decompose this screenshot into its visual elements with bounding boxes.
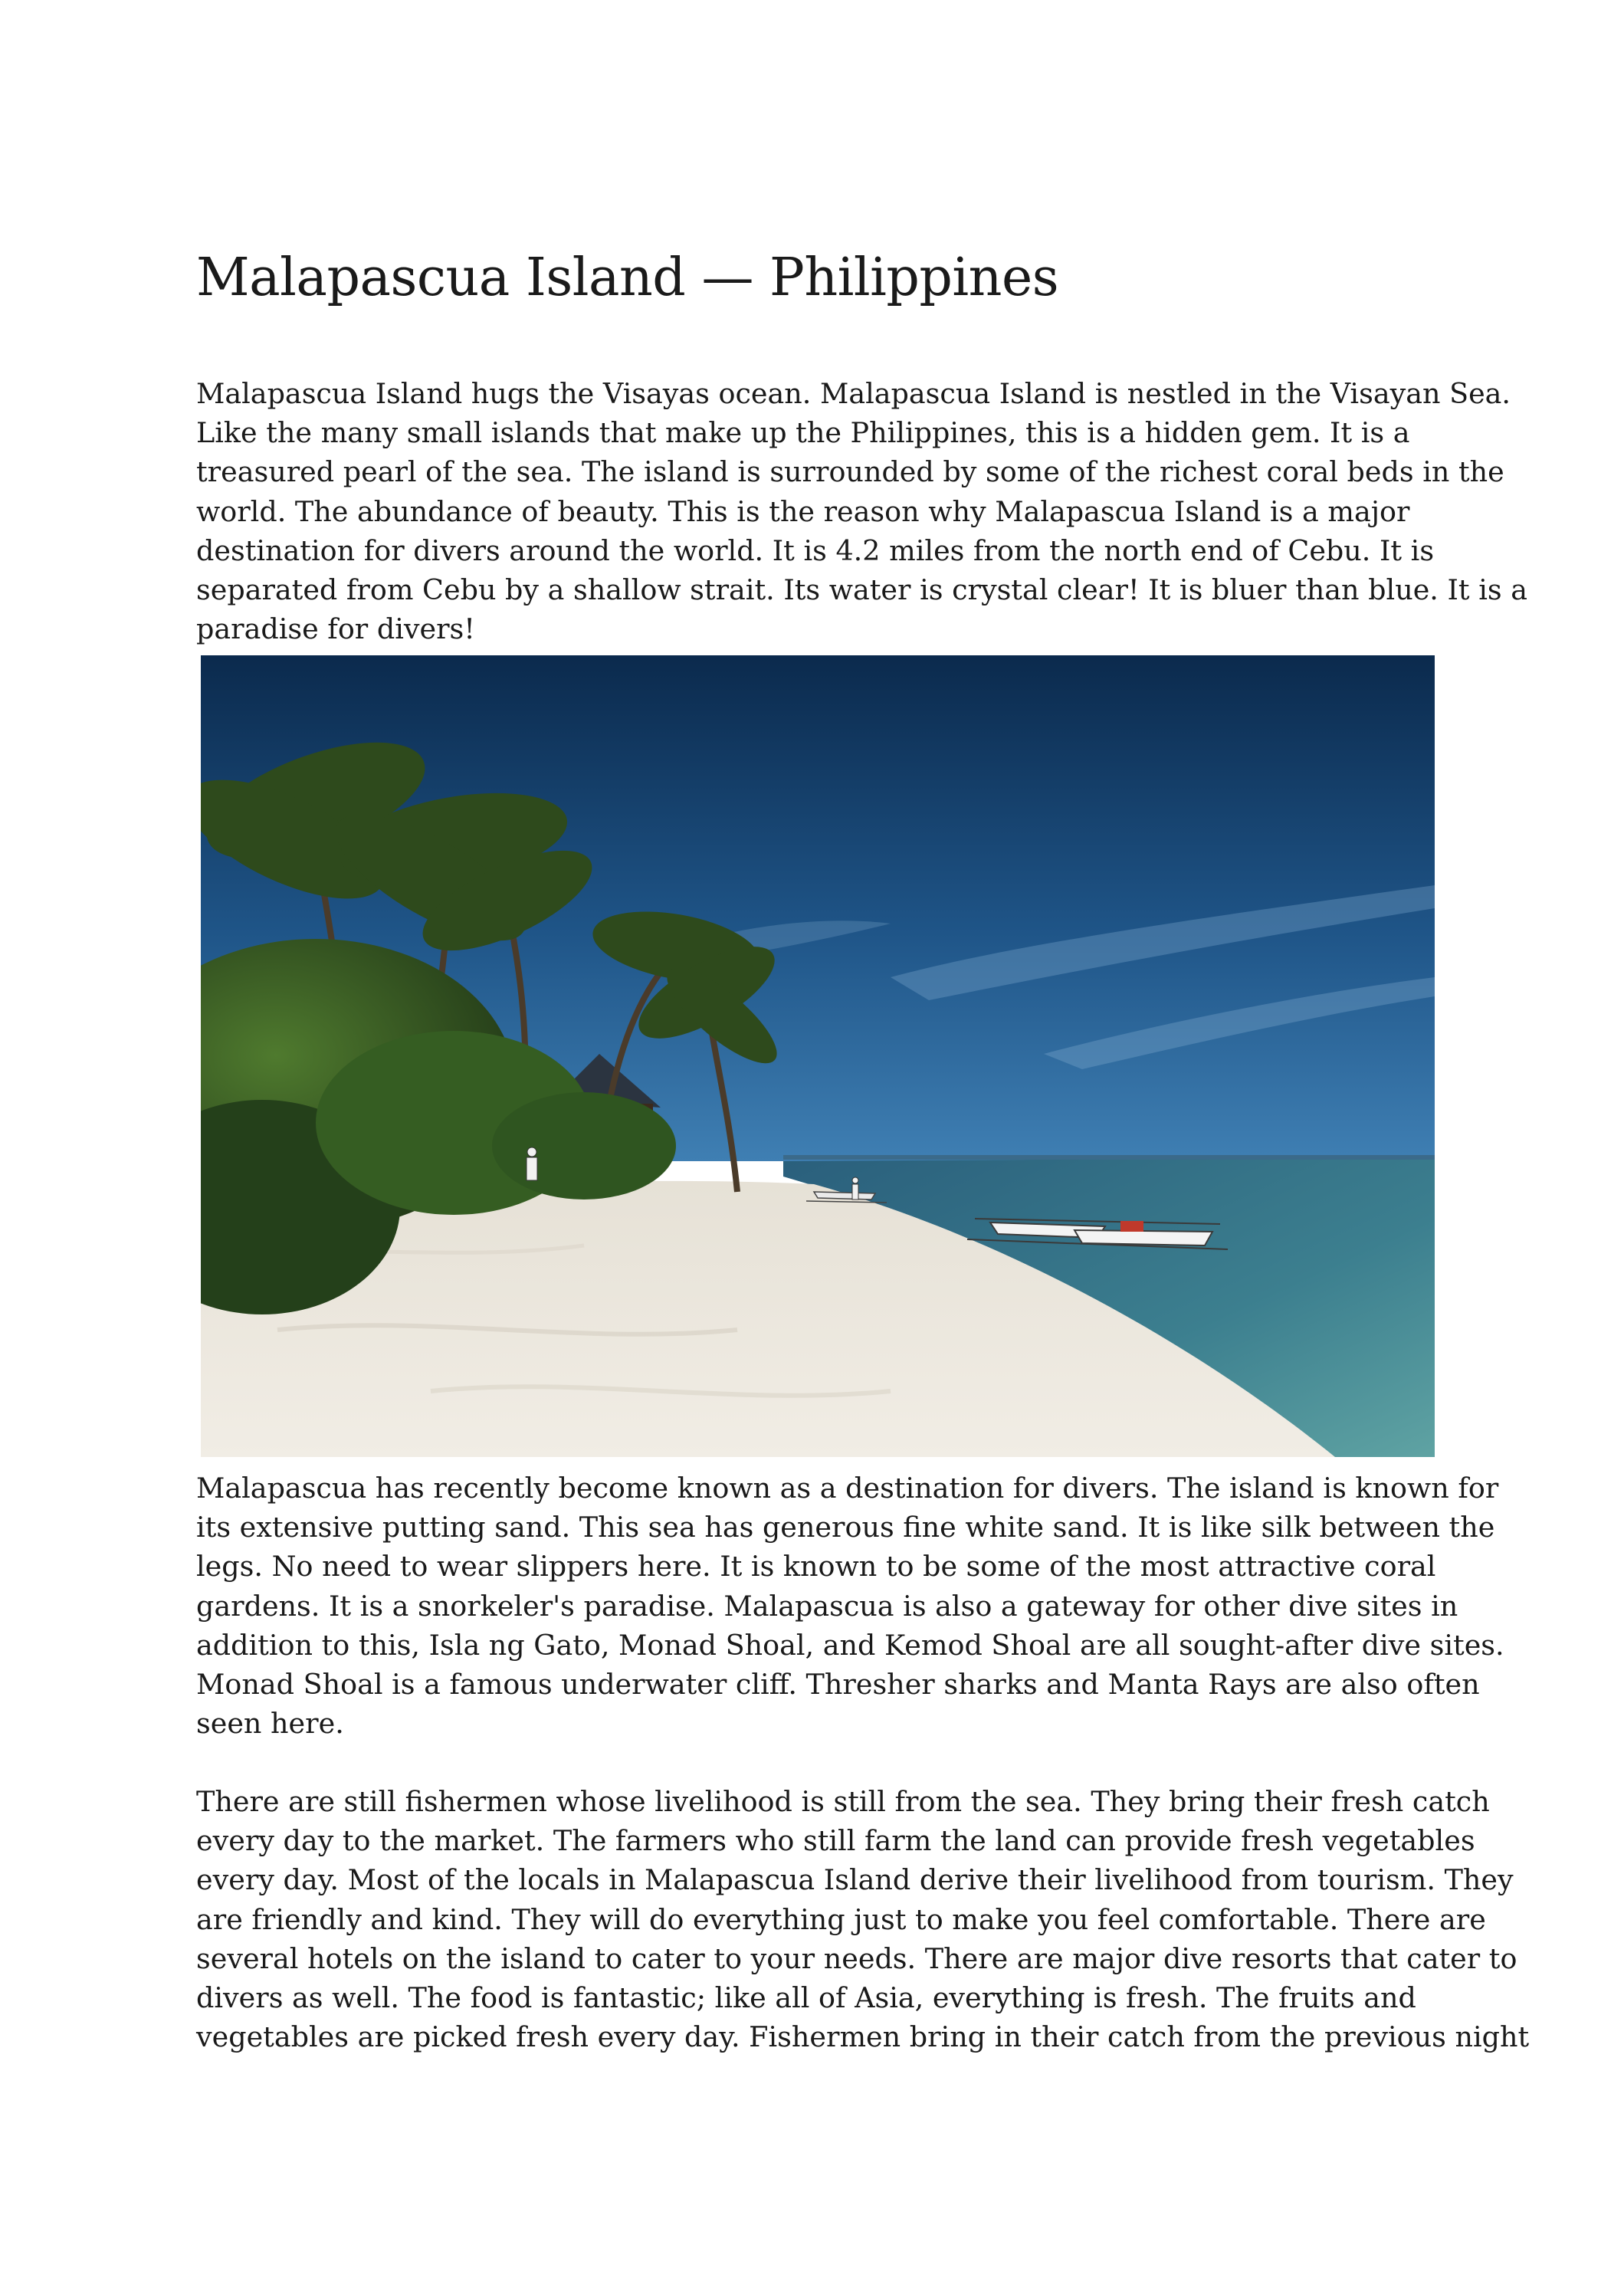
- text-line: several hotels on the island to cater to your needs. There are major dive resorts that cater to: [196, 1941, 1517, 1975]
- paragraph-locals: [196, 1782, 1530, 2056]
- text-line: its extensive putting sand. This sea has generous fine white sand. It is like silk between the: [196, 1511, 1495, 1544]
- text-line: every day. Most of the locals in Malapascua Island derive their livelihood from tourism. They: [196, 1863, 1514, 1897]
- text-line: world. The abundance of beauty. This is the reason why Malapascua Island is a major: [196, 494, 1410, 528]
- text-line: Malapascua has recently become known as a destination for divers. The island is known for: [196, 1472, 1499, 1505]
- text-line: Monad Shoal is a famous underwater cliff. Thresher sharks and Manta Rays are also often: [196, 1668, 1480, 1702]
- text-line: gardens. It is a snorkeler's paradise. Malapascua is also a gateway for other dive sites in: [196, 1589, 1458, 1623]
- text-line: Like the many small islands that make up the Philippines, this is a hidden gem. It is a: [196, 416, 1410, 450]
- text-line: divers as well. The food is fantastic; like all of Asia, everything is fresh. The fruits and: [196, 1981, 1416, 2015]
- text-line: are friendly and kind. They will do everything just to make you feel comfortable. There are: [196, 1902, 1486, 1936]
- text-line: seen here.: [196, 1707, 344, 1741]
- horizon: [783, 1155, 1435, 1160]
- text-line: vegetables are picked fresh every day. Fishermen bring in their catch from the previous night: [196, 2020, 1530, 2054]
- text-line: treasured pearl of the sea. The island is surrounded by some of the richest coral beds in the: [196, 455, 1504, 489]
- text-line: addition to this, Isla ng Gato, Monad Shoal, and Kemod Shoal are all sought-after dive sites.: [196, 1628, 1504, 1662]
- beach-photo: [201, 655, 1435, 1457]
- paragraph-divers: [196, 1469, 1504, 1743]
- text-line: separated from Cebu by a shallow strait. Its water is crystal clear! It is bluer than blue. It is a: [196, 573, 1527, 607]
- text-line: paradise for divers!: [196, 612, 475, 646]
- text-line: destination for divers around the world. It is 4.2 miles from the north end of Cebu. It is: [196, 533, 1435, 567]
- article-title: Malapascua Island — Philippines: [196, 248, 1059, 308]
- text-line: legs. No need to wear slippers here. It is known to be some of the most attractive coral: [196, 1550, 1436, 1583]
- text-line: every day to the market. The farmers who still farm the land can provide fresh vegetables: [196, 1824, 1475, 1858]
- text-line: There are still fishermen whose livelihood is still from the sea. They bring their fresh catch: [196, 1785, 1490, 1818]
- paragraph-intro: [196, 374, 1527, 648]
- text-line: Malapascua Island hugs the Visayas ocean. Malapascua Island is nestled in the Visayan Sea.: [196, 377, 1511, 410]
